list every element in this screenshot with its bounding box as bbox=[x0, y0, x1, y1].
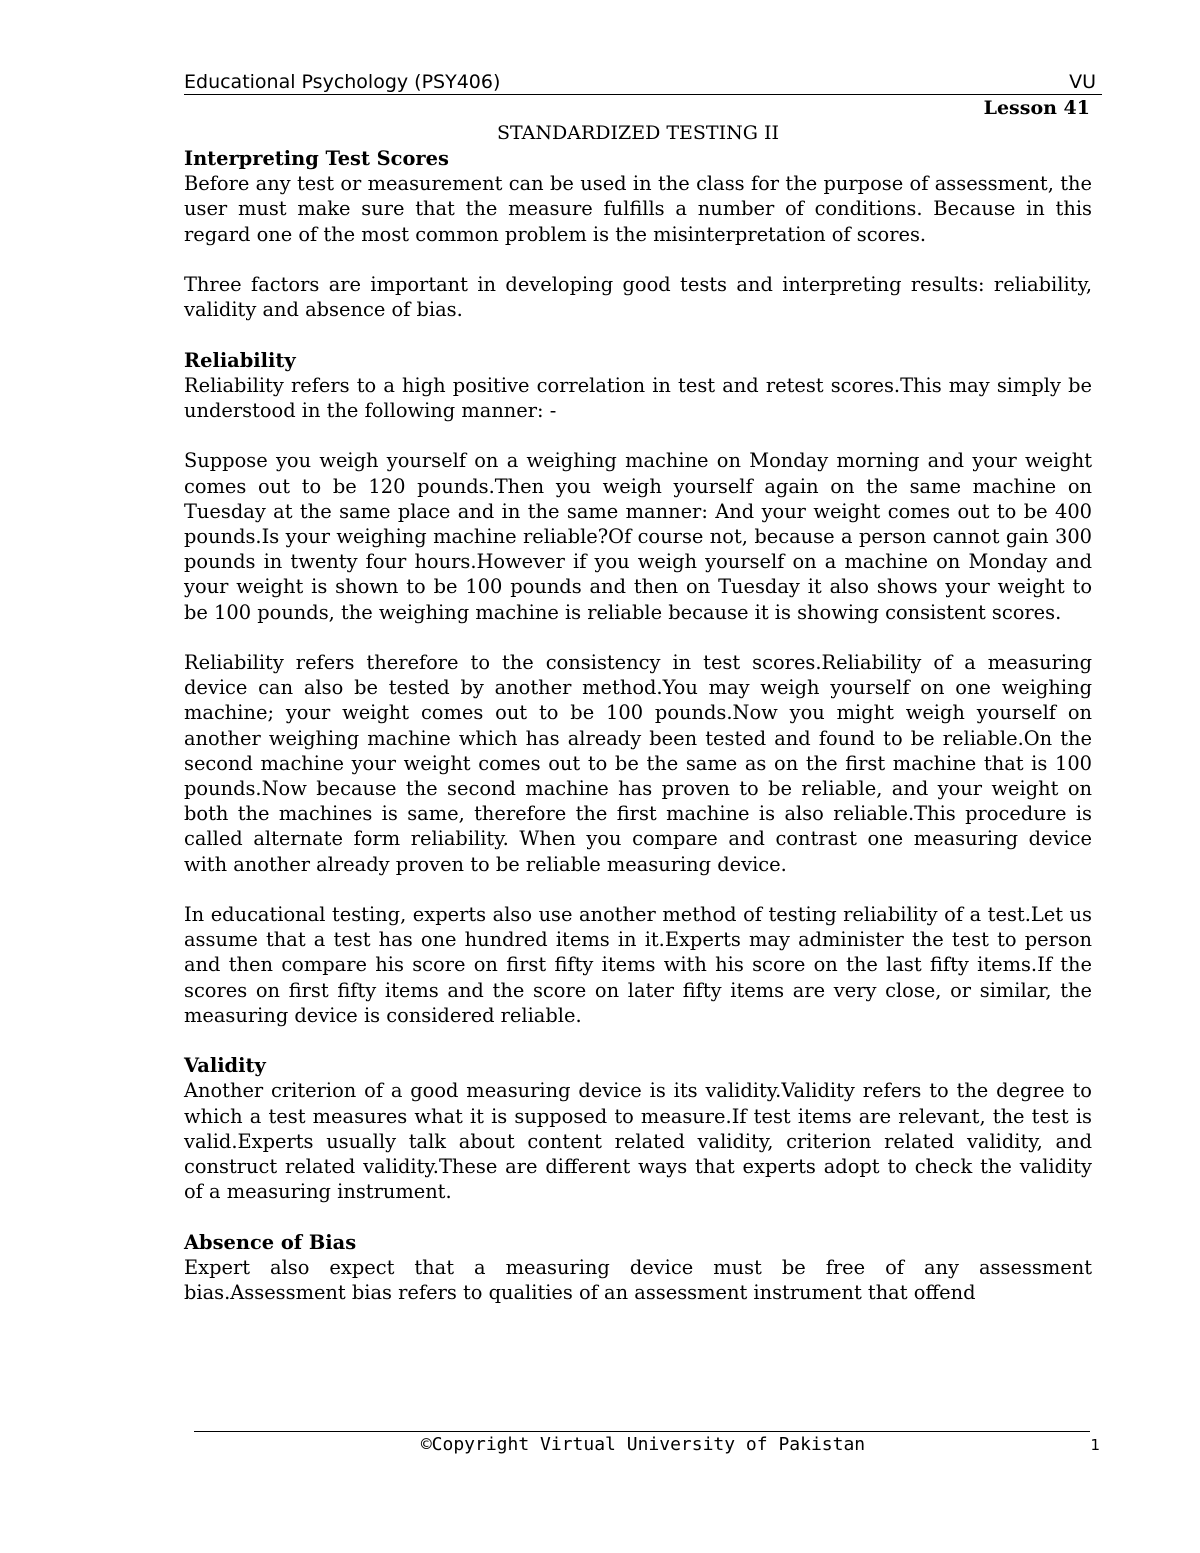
institution-label: VU bbox=[1069, 71, 1096, 93]
document-title: STANDARDIZED TESTING II bbox=[497, 122, 779, 144]
paragraph: Another criterion of a good measuring device is its validity.Validity refers to the degree to which a test measures what it is supposed to measure.If test items are relevant, the test is valid.Experts usually talk about content related validity, criterion related validity, and construct related validity.These are different ways that experts adopt to check the validity of a measuring instrument. bbox=[184, 1079, 1092, 1204]
course-title: Educational Psychology (PSY406) bbox=[184, 71, 501, 93]
paragraph: Suppose you weigh yourself on a weighing machine on Monday morning and your weight comes out to be 120 pounds.Then you weigh yourself again on the same machine on Tuesday at the same place and in the same manner: And your weight comes out to be 400 pounds.Is your weighing machine reliable?Of course not, because a person cannot gain 300 pounds in twenty four hours.However if you weigh yourself on a machine on Monday and your weight is shown to be 100 pounds and then on Tuesday it also shows your weight to be 100 pounds, the weighing machine is reliable because it is showing consistent scores. bbox=[184, 449, 1092, 624]
document-body bbox=[184, 146, 1092, 1305]
paragraph: Reliability refers therefore to the consistency in test scores.Reliability of a measuring device can also be tested by another method.You may weigh yourself on one weighing machine; your weight comes out to be 100 pounds.Now you might weigh yourself on another weighing machine which has already been tested and found to be reliable.On the second machine your weight comes out to be the same as on the first machine that is 100 pounds.Now because the second machine has proven to be reliable, and your weight on both the machines is same, therefore the first machine is also reliable.This procedure is called alternate form reliability. When you compare and contrast one measuring device with another already proven to be reliable measuring device. bbox=[184, 651, 1092, 876]
paragraph: Expert also expect that a measuring device must be free of any assessment bias.Assessment bias refers to qualities of an assessment instrument that offend bbox=[184, 1255, 1092, 1305]
section-heading-bias: Absence of Bias bbox=[184, 1230, 357, 1254]
paragraph: In educational testing, experts also use another method of testing reliability of a test.Let us assume that a test has one hundred items in it.Experts may administer the test to person and then compare his score on first fifty items with his score on the last fifty items.If the scores on first fifty items and the score on later fifty items are very close, or similar, the measuring device is considered reliable. bbox=[184, 903, 1092, 1027]
lesson-number: Lesson 41 bbox=[983, 97, 1090, 119]
section-heading-reliability: Reliability bbox=[184, 348, 296, 372]
page-number: 1 bbox=[1090, 1436, 1100, 1454]
footer-divider bbox=[194, 1431, 1090, 1432]
section-heading-validity: Validity bbox=[184, 1054, 266, 1078]
section-heading-interpreting: Interpreting Test Scores bbox=[184, 147, 449, 170]
page-header bbox=[184, 70, 1102, 95]
paragraph: Three factors are important in developing good tests and interpreting results: reliability, validity and absence of bias. bbox=[184, 273, 1092, 322]
paragraph: Reliability refers to a high positive correlation in test and retest scores.This may simply be understood in the following manner: - bbox=[184, 373, 1092, 422]
copyright-notice: ©Copyright Virtual University of Pakistan bbox=[420, 1434, 866, 1455]
paragraph: Before any test or measurement can be used in the class for the purpose of assessment, the user must make sure that the measure fulfills a number of conditions. Because in this regard one of the most common problem is the misinterpretation of scores. bbox=[184, 172, 1092, 246]
